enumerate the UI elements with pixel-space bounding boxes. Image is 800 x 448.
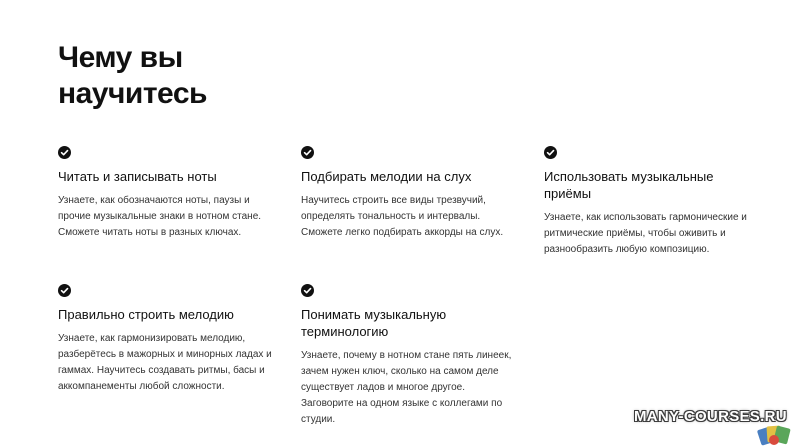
feature-title: Правильно строить мелодию [58,307,234,322]
feature-description: Узнаете, почему в нотном стане пять линеек, зачем нужен ключ, сколько на самом деле существует ладов и многое другое. Заговорите на одном языке с коллегами по студии. [301,350,512,425]
feature-ear-training [301,146,516,241]
feature-read-notes [58,146,273,241]
feature-title: Читать и записывать ноты [58,169,217,184]
check-circle-icon [301,146,314,159]
check-circle-icon [58,284,71,297]
feature-melody-building [58,284,273,395]
feature-description: Узнаете, как гармонизировать мелодию, разберётесь в мажорных и минорных ладах и гаммах. Научитесь создавать ритмы, басы и аккомпанементы любой сложности. [58,333,272,392]
feature-title: Использовать музыкальные приёмы [544,169,714,201]
feature-music-techniques [544,146,759,258]
check-circle-icon [301,284,314,297]
check-circle-icon [544,146,557,159]
feature-description: Узнаете, как использовать гармонические и ритмические приёмы, чтобы оживить и разнообразить любую композицию. [544,212,747,255]
watermark-logo-icon [753,418,795,448]
feature-terminology [301,284,516,428]
feature-description: Научитесь строить все виды трезвучий, определять тональность и интервалы. Сможете легко подбирать аккорды на слух. [301,195,504,238]
check-circle-icon [58,146,71,159]
watermark [628,408,800,448]
feature-title: Понимать музыкальную терминологию [301,307,447,339]
watermark-text: MANY-COURSES.RU [634,408,787,425]
feature-description: Узнаете, как обозначаются ноты, паузы и прочие музыкальные знаки в нотном стане. Сможете читать ноты в разных ключах. [58,195,262,238]
feature-title: Подбирать мелодии на слух [301,169,472,184]
page-title: Чему вы научитесь [58,41,207,110]
